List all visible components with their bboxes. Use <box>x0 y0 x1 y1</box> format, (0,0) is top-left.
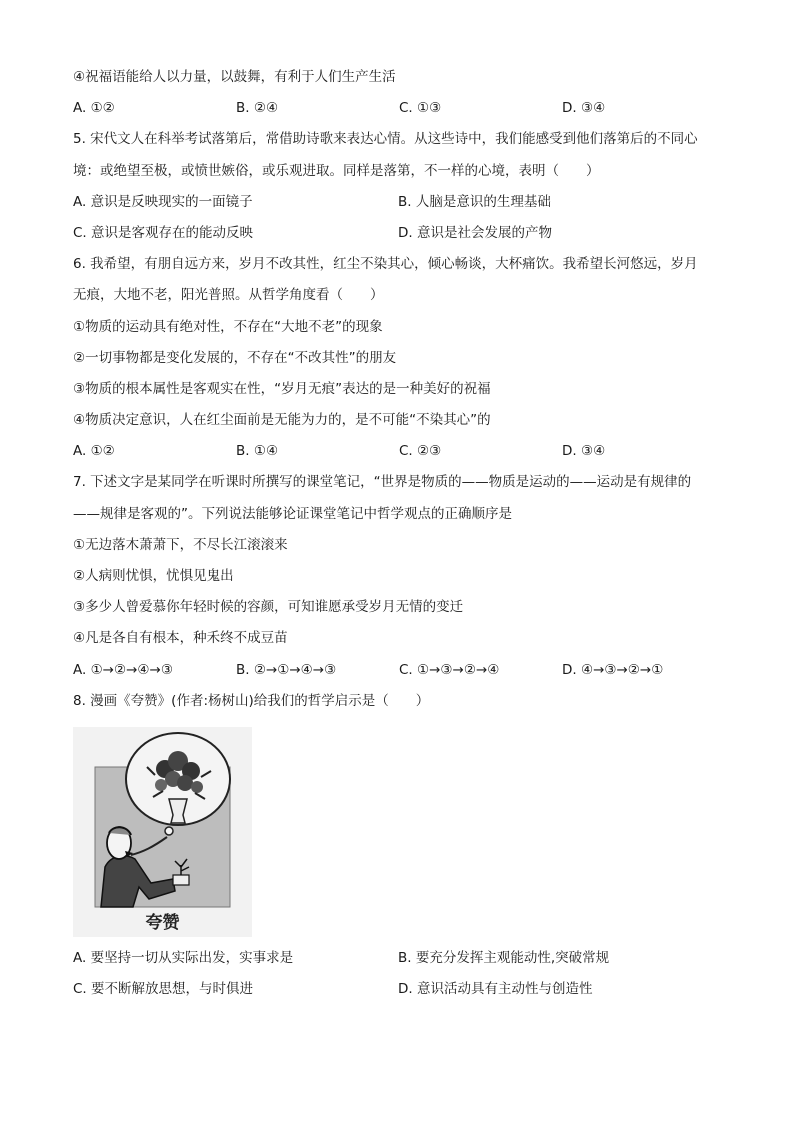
q7-options <box>73 655 733 686</box>
q7-option-a[interactable]: A. ①→②→④→③ <box>73 661 173 678</box>
q6-statement-2: ②一切事物都是变化发展的，不存在“不改其性”的朋友 <box>73 349 397 366</box>
q5-stem-line-2: 境：或绝望至极，或愤世嫉俗，或乐观进取。同样是落第，不一样的心境，表明（ ） <box>73 162 600 179</box>
q5-option-c[interactable]: C. 意识是客观存在的能动反映 <box>73 224 254 241</box>
q7-statement-2: ②人病则忧惧，忧惧见鬼出 <box>73 568 234 584</box>
q5-option-a[interactable]: A. 意识是反映现实的一面镜子 <box>73 193 253 210</box>
q8-option-c[interactable]: C. 要不断解放思想，与时俱进 <box>73 981 254 998</box>
q8-option-b[interactable]: B. 要充分发挥主观能动性,突破常规 <box>398 949 610 966</box>
q8-stem: 8. 漫画《夸赞》(作者:杨树山)给我们的哲学启示是（ ） <box>73 692 430 709</box>
q7-option-c[interactable]: C. ①→③→②→④ <box>399 661 500 678</box>
q4-option-b[interactable]: B. ②④ <box>236 100 279 117</box>
exam-page <box>73 62 733 1005</box>
q7-option-d[interactable]: D. ④→③→②→① <box>562 661 664 678</box>
q4-option-c[interactable]: C. ①③ <box>399 100 442 117</box>
q8-options-row-2 <box>73 974 733 1005</box>
cartoon-caption: 夸赞 <box>145 912 180 933</box>
q5-options-row-2 <box>73 218 733 249</box>
q6-stem-line-1: 6. 我希望，有朋自远方来，岁月不改其性，红尘不染其心，倾心畅谈，大杯痛饮。我希望长河悠远，岁月 <box>73 256 698 273</box>
cartoon-illustration <box>73 727 252 937</box>
q7-option-b[interactable]: B. ②→①→④→③ <box>236 661 337 678</box>
q4-option-a[interactable]: A. ①② <box>73 100 115 117</box>
q6-statement-4: ④物质决定意识，人在红尘面前是无能为力的，是不可能“不染其心”的 <box>73 412 491 429</box>
q5-option-b[interactable]: B. 人脑是意识的生理基础 <box>398 193 551 210</box>
q7-stem-line-1: 7. 下述文字是某同学在听课时所撰写的课堂笔记，“世界是物质的——物质是运动的——运动是有规律的 <box>73 474 692 491</box>
q8-option-a[interactable]: A. 要坚持一切从实际出发，实事求是 <box>73 949 294 966</box>
q8-options-row-1 <box>73 943 733 974</box>
q5-option-d[interactable]: D. 意识是社会发展的产物 <box>398 224 552 241</box>
q4-statement-4: ④祝福语能给人以力量，以鼓舞，有利于人们生产生活 <box>73 69 396 85</box>
q7-statement-4: ④凡是各自有根本，种禾终不成豆苗 <box>73 630 288 647</box>
q7-stem-line-2: ——规律是客观的”。下列说法能够论证课堂笔记中哲学观点的正确顺序是 <box>73 505 512 522</box>
cartoon-figure <box>73 727 252 937</box>
q6-option-d[interactable]: D. ③④ <box>562 443 606 460</box>
q6-option-c[interactable]: C. ②③ <box>399 443 442 460</box>
q7-statement-1: ①无边落木萧萧下，不尽长江滚滚来 <box>73 536 288 553</box>
q4-option-d[interactable]: D. ③④ <box>562 100 606 117</box>
q6-options <box>73 436 733 467</box>
q5-stem-line-1: 5. 宋代文人在科举考试落第后，常借助诗歌来表达心情。从这些诗中，我们能感受到他们落第后的不同心 <box>73 131 698 148</box>
q8-option-d[interactable]: D. 意识活动具有主动性与创造性 <box>398 981 593 998</box>
q6-statement-1: ①物质的运动具有绝对性，不存在“大地不老”的现象 <box>73 318 383 335</box>
q7-statement-3: ③多少人曾爱慕你年轻时候的容颜，可知谁愿承受岁月无情的变迁 <box>73 599 464 616</box>
q6-option-b[interactable]: B. ①④ <box>236 443 279 460</box>
q4-options <box>73 93 733 124</box>
q6-option-a[interactable]: A. ①② <box>73 443 115 460</box>
q6-stem-line-2: 无痕，大地不老，阳光普照。从哲学角度看（ ） <box>73 287 384 304</box>
q6-statement-3: ③物质的根本属性是客观实在性，“岁月无痕”表达的是一种美好的祝福 <box>73 380 491 397</box>
q5-options-row-1 <box>73 187 733 218</box>
